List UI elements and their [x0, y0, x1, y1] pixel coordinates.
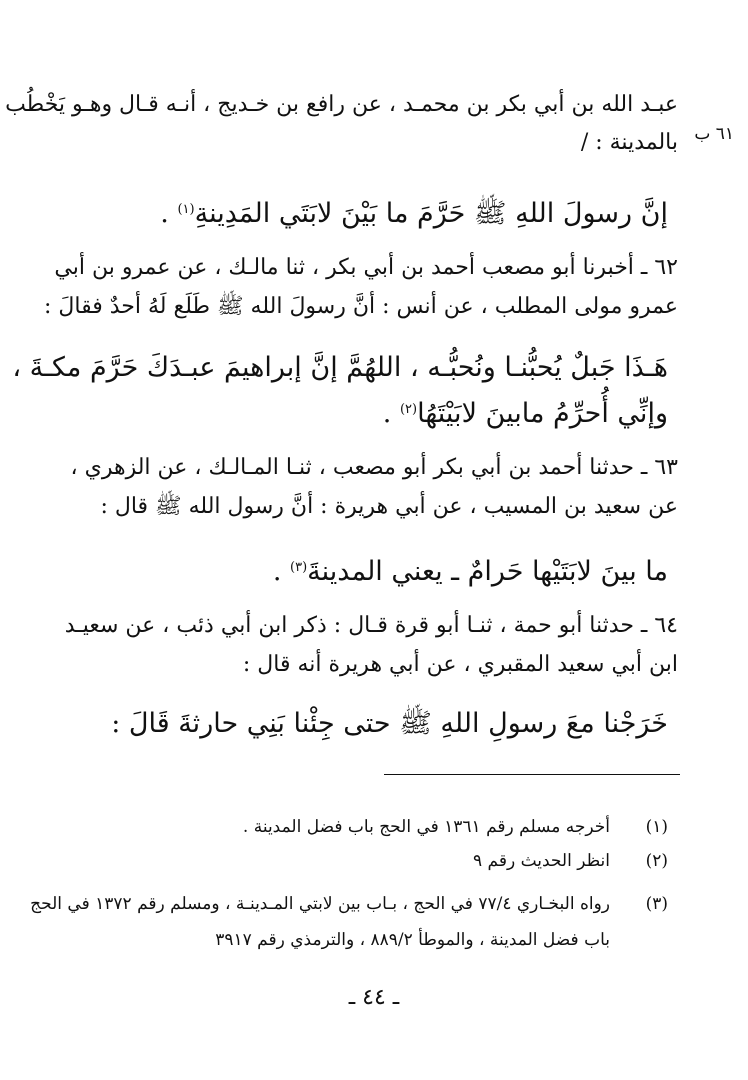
footnote-2-text: انظر الحديث رقم ٩ — [472, 851, 610, 871]
text-line-3: ٦٢ ـ أخبرنا أبو مصعب أحمد بن أبي بكر ، ثنا مالـك ، عن عمرو بن أبي — [54, 255, 678, 280]
hadith-text-2b-body: وإنِّي أُحرِّمُ مابينَ لابَيْتَهُا — [417, 398, 668, 429]
footnote-ref-3: (٣) — [290, 560, 308, 575]
end-mark-3: . — [272, 556, 282, 587]
text-line-6: عن سعيد بن المسيب ، عن أبي هريرة : أنَّ رسول الله ﷺ قال : — [100, 494, 678, 519]
text-line-1: عبـد الله بن أبي بكر بن محمـد ، عن رافع بن خـديج ، أنـه قـال وهـو يَخْطُب — [5, 92, 678, 117]
hadith-text-3 — [75, 550, 668, 590]
hadith-text-3-body: ما بينَ لابَتَيْها حَرامٌ ـ يعني المدينةَ — [307, 556, 668, 587]
footnote-3-text-line-1: رواه البخـاري ٧٧/٤ في الحج ، بـاب بين لابتي المـدينـة ، ومسلم رقم ١٣٧٢ في الحج — [30, 894, 610, 914]
margin-note: ٦١ ب — [694, 124, 734, 144]
hadith-text-1 — [75, 192, 668, 232]
end-mark-2: . — [382, 398, 392, 429]
footnote-ref-2: (٢) — [399, 402, 418, 417]
footnote-1-text: أخرجه مسلم رقم ١٣٦١ في الحج باب فضل المدينة . — [242, 817, 610, 837]
page-number: ـ ٤٤ ـ — [348, 985, 400, 1010]
hadith-text-1-body: إنَّ رسولَ اللهِ ﷺ حَرَّمَ ما بَيْنَ لابَتَي المَدِينةِ — [194, 198, 668, 229]
hadith-text-4: خَرَجْنا معَ رسولِ اللهِ ﷺ حتى جِئْنا بَنِي حارثةَ قَالَ : — [111, 708, 668, 739]
text-line-2: بالمدينة : / — [580, 130, 678, 155]
text-line-4: عمرو مولى المطلب ، عن أنس : أنَّ رسولَ الله ﷺ طَلَع لَهُ أحدٌ فقالَ : — [44, 294, 678, 319]
footnote-2-number: (٢) — [645, 851, 668, 871]
footnote-ref-1: (١) — [177, 202, 195, 217]
footnote-3-number: (٣) — [645, 894, 668, 914]
footnote-1-number: (١) — [645, 817, 668, 837]
footnote-divider — [384, 774, 680, 775]
hadith-text-2b — [75, 392, 668, 432]
text-line-5: ٦٣ ـ حدثنا أحمد بن أبي بكر أبو مصعب ، ثنـا المـالـك ، عن الزهري ، — [70, 455, 678, 480]
end-mark-1: . — [160, 198, 169, 229]
text-line-8: ابن أبي سعيد المقبري ، عن أبي هريرة أنه قال : — [242, 652, 678, 677]
footnote-3-text-line-2: باب فضل المدينة ، والموطأ ٨٨٩/٢ ، والترمذي رقم ٣٩١٧ — [215, 930, 610, 950]
text-line-7: ٦٤ ـ حدثنا أبو حمة ، ثنـا أبو قرة قـال : ذكر ابن أبي ذئب ، عن سعيـد — [64, 613, 678, 638]
hadith-text-2a: هَـذَا جَبلٌ يُحبُّنـا ونُحبُّـه ، اللهُمَّ إنَّ إبراهيمَ عبـدَكَ حَرَّمَ مكـةَ ، — [12, 352, 668, 383]
